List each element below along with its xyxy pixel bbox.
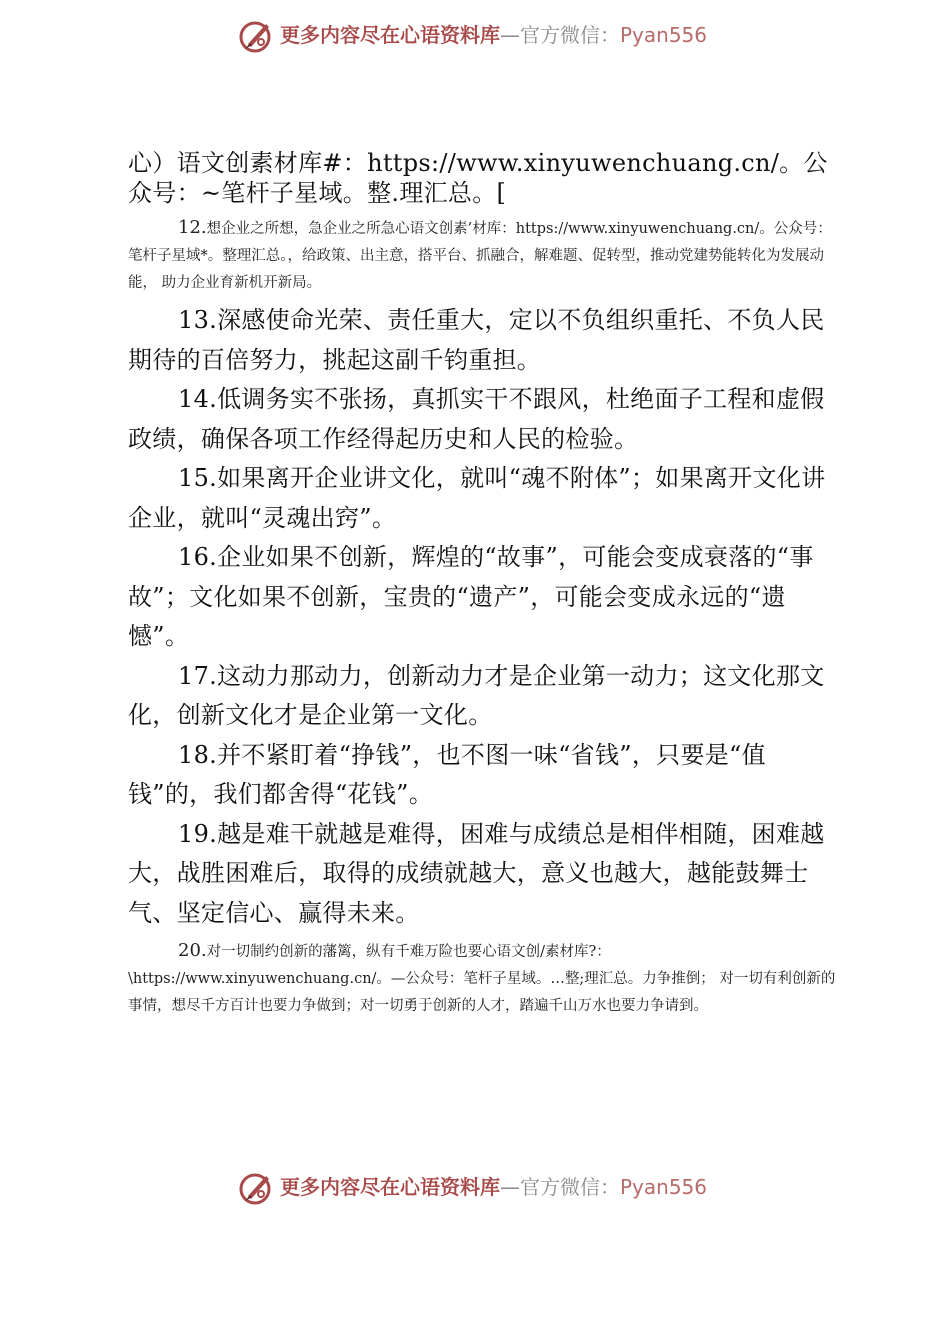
footer-separator: —官方微信：: [500, 1175, 620, 1199]
paragraph-item-13: 13.深感使命光荣、责任重大，定以不负组织重托、不负人民期待的百倍努力，挑起这副千钧重担。: [128, 306, 825, 374]
paragraph-item-16: 16.企业如果不创新，辉煌的“故事”，可能会变成衰落的“事故”；文化如果不创新，宝贵的“遗产”，可能会变成永远的“遗憾”。: [128, 543, 814, 650]
footer-banner: [0, 1166, 950, 1210]
paragraph-item-12: [128, 214, 838, 297]
paragraph-item-20: [128, 937, 838, 1020]
item-12-number: 12.: [178, 217, 207, 238]
paragraph-item-18: 18.并不紧盯着“挣钱”，也不图一味“省钱”，只要是“值钱”的，我们都舍得“花钱”。: [128, 740, 766, 808]
header-banner: [0, 14, 950, 58]
paragraph-lead: 心）语文创素材库#：https://www.xinyuwenchuang.cn/。公众号：~笔杆子星域。整.理汇总。[: [128, 149, 828, 207]
item-20-text: 对一切制约创新的藩篱，纵有千难万险也要心语文创/素材库?：\https://www.xinyuwenchuang.cn/。—公众号：笔杆子星域。…整;理汇总。力争推倒； 对一切有利创新的事情，想尽千方百计也要力争做到；对一切勇于创新的人才，踏遍千山万水也要力争请到。: [128, 944, 836, 1014]
header-separator: —官方微信：: [500, 23, 620, 47]
document-body: [128, 148, 838, 1024]
header-title: 更多内容尽在心语资料库: [280, 23, 500, 47]
paragraph-item-19: 19.越是难干就越是难得，困难与成绩总是相伴相随，困难越大，战胜困难后，取得的成绩就越大，意义也越大，越能鼓舞士气、坚定信心、赢得未来。: [128, 819, 825, 927]
header-text: [280, 22, 707, 48]
paragraph-item-17: 17.这动力那动力，创新动力才是企业第一动力；这文化那文化，创新文化才是企业第一文化。: [128, 661, 825, 729]
footer-wechat-id: Pyan556: [620, 1175, 708, 1199]
paragraph-item-14: 14.低调务实不张扬，真抓实干不跟风，杜绝面子工程和虚假政绩，确保各项工作经得起历史和人民的检验。: [128, 385, 825, 453]
footer-title: 更多内容尽在心语资料库: [280, 1175, 500, 1199]
item-12-text: 想企业之所想，急企业之所急心语文创素’材库：https://www.xinyuwenchuang.cn/。公众号：笔杆子星域*。整理汇总。，给政策、出主意，搭平台、抓融合，解难题、促转型，推动党建势能转化为发展动能， 助力企业育新机开新局。: [128, 221, 832, 291]
item-20-number: 20.: [178, 940, 207, 961]
brush-logo-icon: [236, 1168, 276, 1208]
paragraph-item-15: 15.如果离开企业讲文化，就叫“魂不附体”；如果离开文化讲企业，就叫“灵魂出窍”。: [128, 464, 826, 532]
brush-logo-icon: [236, 16, 276, 56]
footer-text: [280, 1174, 707, 1200]
header-wechat-id: Pyan556: [620, 23, 708, 47]
